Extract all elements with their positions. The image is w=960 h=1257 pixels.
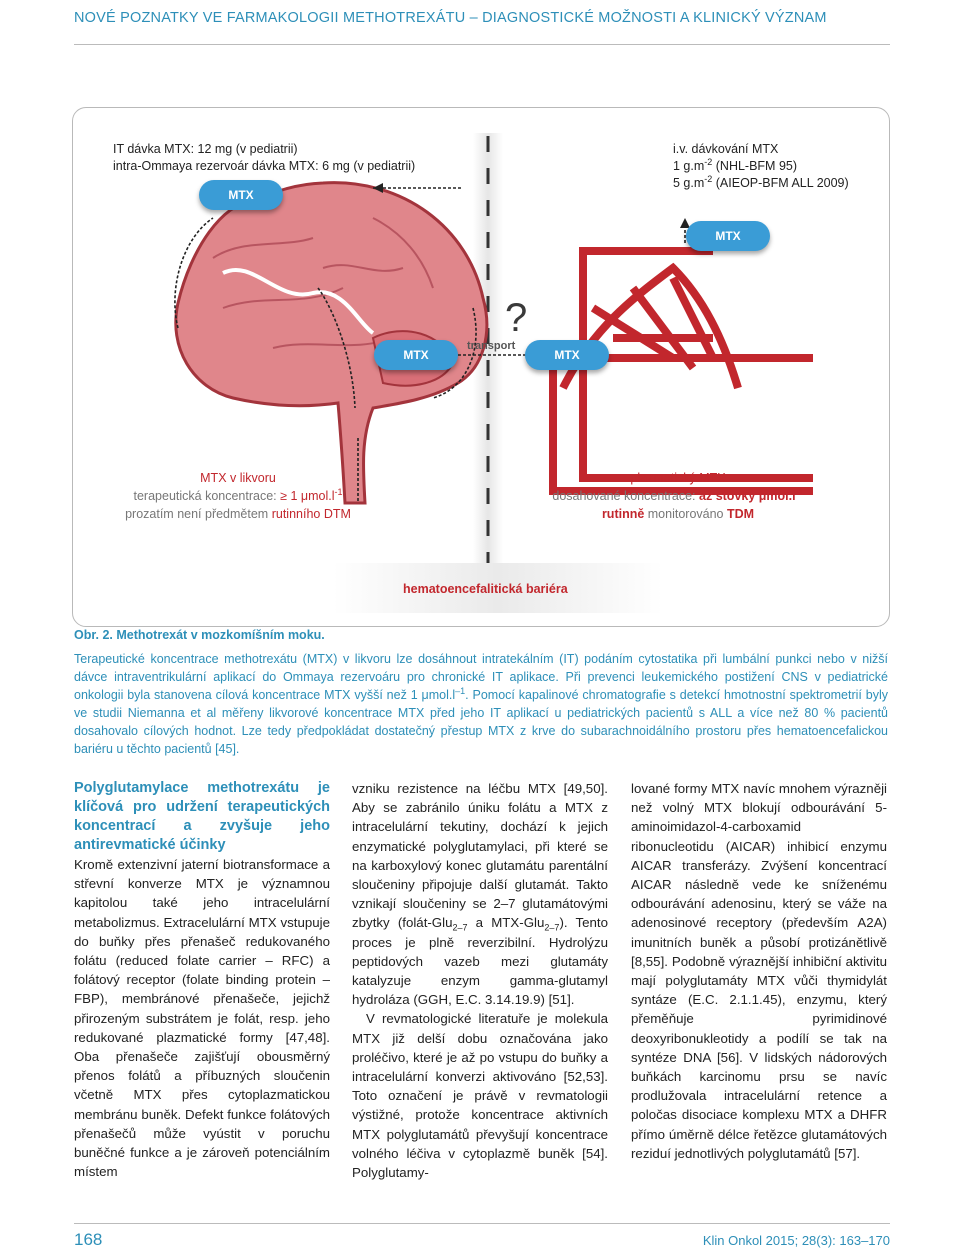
column-1-text: Kromě extenzivní jaterní biotransformace a střevní konverze MTX je významnou kapitolou také jeho intracelulární metabolizmus. Extracelulární MTX vstupuje do buňky přes přenašeč redukovaného folátu (reduced folate carrier – RFC) a folátový receptor (folate binding protein – FBP), membránové přenašeče, jejichž přirozeným substrátem je folát, resp. jeho redukované plazmatické formy [47,48]. Oba přenašeče zajišťují obousměrný přenos folátů a příbuzných sloučenin včetně MTX přes cytoplazmatickou membránu buněk. Defekt funkce folátových přenašečů může vyústit v poruchu buněčné funkce a je zároveň potenciálním místem [74, 857, 330, 1180]
left-bottom-title: MTX v likvoru [200, 471, 276, 485]
right-bottom-title: plazmatický MTX [630, 471, 726, 485]
journal-citation: Klin Onkol 2015; 28(3): 163–170 [702, 1233, 890, 1248]
running-header: NOVÉ POZNATKY VE FARMAKOLOGII METHOTREXÁTU – DIAGNOSTICKÉ MOŽNOSTI A KLINICKÝ VÝZNAM [74, 10, 827, 26]
right-top-line1: i.v. dávkování MTX [673, 142, 779, 156]
column-2-paragraph-1: vzniku rezistence na léčbu MTX [49,50]. Aby se zabránilo úniku folátu a MTX z intracelulární tekutiny, dochází k jejich enzymatické polyglutamylaci, při které se na karboxylový konec glutamátu parentální sloučeniny připojuje další glutamát. Takto vznikají sloučeniny se 2–7 glutamátovými zbytky (folát-Glu$_{2-7}$ a MTX-Glu$_{2-7}$). Tento proces je plně reverzibilní. Hydrolýzu peptidových vazeb mezi glutamáty katalyzuje enzym gamma-glutamyl hydroláza (GGH, E.C. 3.14.19.9) [51]. [352, 781, 609, 1008]
left-top-line1: IT dávka MTX: 12 mg (v pediatrii) [113, 142, 298, 156]
left-bottom-line2: terapeutická koncentrace: ≥ 1 $\mu mol.l^{-1}$ [133, 486, 343, 503]
mtx-pill-plasma: MTX [525, 340, 609, 370]
column-1 [74, 779, 330, 1181]
left-top-line2: intra-Ommaya rezervoár dávka MTX: 6 mg (v pediatrii) [113, 159, 416, 173]
figure-caption: Obr. 2. Methotrexát v mozkomíšním moku. [74, 628, 325, 642]
section-heading: Polyglutamylace methotrexátu je klíčová pro udržení terapeutických koncentrací a zvyšuje jeho antirevmatické účinky [74, 780, 330, 853]
right-top-line3: 5 $g.m^{-2}$ (AIEOP-BFM ALL 2009) [673, 173, 849, 190]
transport-label: transport [467, 340, 516, 352]
mtx-pill-top: MTX [199, 180, 283, 210]
barrier-label: hematoencefalitická bariéra [403, 582, 568, 596]
column-3-text: lované formy MTX navíc mnohem výrazněji než volný MTX blokují odbourávání 5-aminoimidazol-4-carboxamid ribonucleotidu (AICAR) inhibicí enzymu AICAR transferázy. Zvýšení koncentrací AICAR následně vede ke sníženému odbourávání adenosinu, který se váže na adenosinové receptory (především A2A) imunitních buněk a působí protizánětlivě [8,55]. Podobně výraznější inhibiční aktivitu mají polyglutamáty MTX vůči thymidylát syntáze (E.C. 2.1.1.45), enzymu, který přeměňuje pyrimidinové deoxyribonukleotidy a podílí se tak na syntéze DNA [56]. V lidských nádorových buňkách karcinomu prsu se navíc prodlužovala intracelulární retence a poločas disociace komplexu MTX a DHFR přímo úměrně délce řetězce glutamátových reziduí jednotlivých polyglutamátů [57]. [631, 781, 887, 1161]
right-top-line2: 1 $g.m^{-2}$ (NHL-BFM 95) [673, 156, 798, 173]
question-mark: ? [505, 296, 528, 340]
header-divider [74, 44, 890, 45]
mtx-pill-csf: MTX [374, 340, 458, 370]
figure-panel [72, 107, 890, 627]
figure-description: Terapeutické koncentrace methotrexátu (MTX) v likvoru lze dosáhnout intratekálním (IT) podáním cytostatika při lumbální punkci nebo v nižší dávce intraventrikulární aplikací do Ommaya rezervoáru pro chronické IT aplikace. Při prevenci leukemického postižení CNS v pediatrické onkologii byla stanovena cílová koncentrace MTX vyšší než 1 $\mu mol.l^{-1}$. Pomocí kapalinové chromatografie s detekcí hmotnostní spektrometrií byly ve studii Niemanna et al měřeny likvorové koncentrace MTX před jeho IT aplikací u pediatrických pacientů s ALL a více než 80 % pacientů dosahovalo cílových hodnot. Lze tedy předpokládat dostatečný přestup MTX z krve do subarachnoidálního prostoru přes hematoencefalickou bariéru u těchto pacientů [45]. [74, 652, 888, 756]
right-bottom-line3: rutinně monitorováno TDM [601, 507, 755, 521]
column-3 [631, 779, 887, 1163]
mtx-pill-iv: MTX [686, 221, 770, 251]
right-bottom-line2: dosahované koncentrace: až stovky $\mu mol.l^{-1}$ [552, 486, 804, 503]
footer-divider [74, 1223, 890, 1224]
left-bottom-line3: prozatím není předmětem rutinního DTM [125, 507, 351, 521]
column-2 [352, 779, 608, 1182]
page-number: 168 [74, 1230, 103, 1249]
column-2-paragraph-2: V revmatologické literatuře je molekula MTX již delší dobu označována jako proléčivo, které je až po vstupu do buňky a intracelulární konverzi aktivováno [52,53]. Toto označení je právě v revmatologii výstižné, protože koncentrace aktivních MTX polyglutamátů převyšují koncentrace volného léčiva v cytoplazmě buněk [54]. Polyglutamy- [352, 1011, 608, 1181]
